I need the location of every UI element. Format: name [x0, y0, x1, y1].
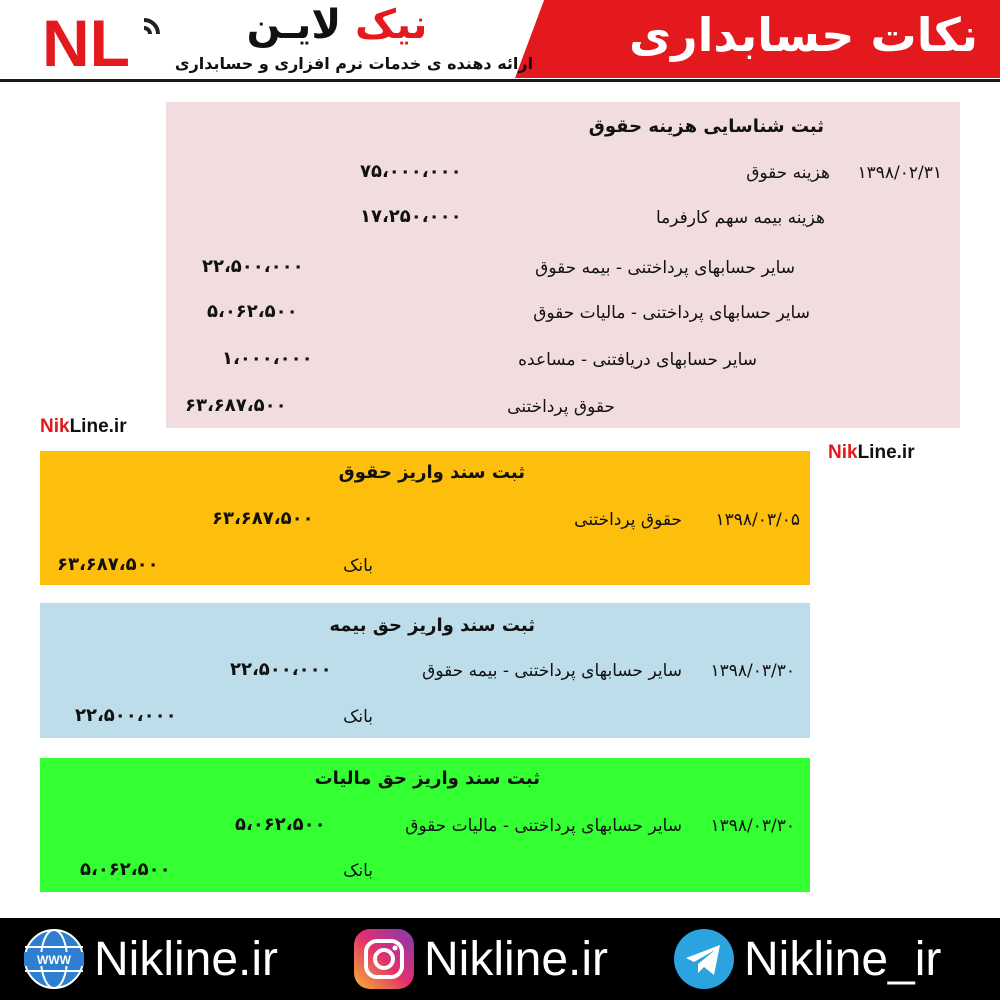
salary-recognition-date: ۱۳۹۸/۰۲/۳۱ [857, 163, 942, 183]
entry-credit: ۲۲،۵۰۰،۰۰۰ [202, 256, 304, 277]
footer [0, 918, 1000, 1000]
globe-www-icon [22, 927, 86, 991]
entry-debit: ۶۳،۶۸۷،۵۰۰ [212, 508, 314, 529]
entry-credit: ۵،۰۶۲،۵۰۰ [207, 301, 298, 322]
footer-telegram-text: Nikline_ir [744, 932, 942, 986]
header-divider [0, 79, 1000, 82]
brand-name-red: نیک [355, 2, 428, 48]
watermark-left [40, 416, 127, 438]
footer-instagram[interactable] [352, 918, 608, 1000]
nikline-logo-icon [40, 6, 168, 74]
entry-credit: ۶۳،۶۸۷،۵۰۰ [185, 395, 287, 416]
brand-tagline: ارائه دهنده ی خدمات نرم افزاری و حسابداری [174, 54, 534, 73]
entry-label: حقوق پرداختنی [574, 510, 682, 530]
insurance-payment-title: ثبت سند واریز حق بیمه [329, 615, 535, 636]
logo-text: NL [42, 6, 130, 74]
watermark-right [828, 442, 915, 464]
svg-text:WWW: WWW [37, 953, 71, 967]
footer-website[interactable] [22, 918, 278, 1000]
entry-label: حقوق پرداختنی [507, 397, 615, 417]
tax-payment-title: ثبت سند واریز حق مالیات [314, 768, 540, 789]
entry-credit: ۶۳،۶۸۷،۵۰۰ [57, 554, 159, 575]
entry-debit: ۲۲،۵۰۰،۰۰۰ [230, 659, 332, 680]
entry-label: سایر حسابهای پرداختنی - بیمه حقوق [422, 661, 682, 681]
entry-label: بانک [343, 861, 373, 881]
brand-name [232, 2, 442, 48]
entry-label: سایر حسابهای دریافتنی - مساعده [518, 350, 757, 370]
entry-label: سایر حسابهای پرداختنی - بیمه حقوق [535, 258, 795, 278]
tax-payment-date: ۱۳۹۸/۰۳/۳۰ [710, 816, 795, 836]
entry-credit: ۵،۰۶۲،۵۰۰ [80, 859, 171, 880]
footer-instagram-text: Nikline.ir [424, 932, 609, 986]
salary-payment-title: ثبت سند واریز حقوق [338, 462, 525, 483]
entry-debit: ۷۵،۰۰۰،۰۰۰ [360, 161, 462, 182]
watermark-dark: Line.ir [857, 442, 915, 463]
entry-label: بانک [343, 707, 373, 727]
insurance-payment-date: ۱۳۹۸/۰۳/۳۰ [710, 661, 795, 681]
entry-debit: ۱۷،۲۵۰،۰۰۰ [360, 206, 462, 227]
salary-recognition-title: ثبت شناسایی هزینه حقوق [588, 116, 824, 137]
entry-credit: ۲۲،۵۰۰،۰۰۰ [75, 705, 177, 726]
watermark-red: Nik [828, 442, 858, 463]
instagram-icon [352, 927, 416, 991]
telegram-icon [672, 927, 736, 991]
watermark-red: Nik [40, 416, 70, 437]
page-title: نکات حسابداری [628, 8, 978, 62]
entry-label: سایر حسابهای پرداختنی - مالیات حقوق [533, 303, 810, 323]
salary-payment-date: ۱۳۹۸/۰۳/۰۵ [715, 510, 800, 530]
entry-label: هزینه بیمه سهم کارفرما [655, 208, 825, 228]
entry-label: بانک [343, 556, 373, 576]
watermark-dark: Line.ir [69, 416, 127, 437]
entry-debit: ۵،۰۶۲،۵۰۰ [235, 814, 326, 835]
entry-label: هزینه حقوق [746, 163, 830, 183]
header [0, 0, 1000, 82]
entry-credit: ۱،۰۰۰،۰۰۰ [222, 348, 313, 369]
brand-name-dark: لایـن [246, 2, 342, 48]
footer-telegram[interactable] [672, 918, 941, 1000]
footer-website-text: Nikline.ir [94, 932, 279, 986]
entry-label: سایر حسابهای پرداختنی - مالیات حقوق [405, 816, 682, 836]
